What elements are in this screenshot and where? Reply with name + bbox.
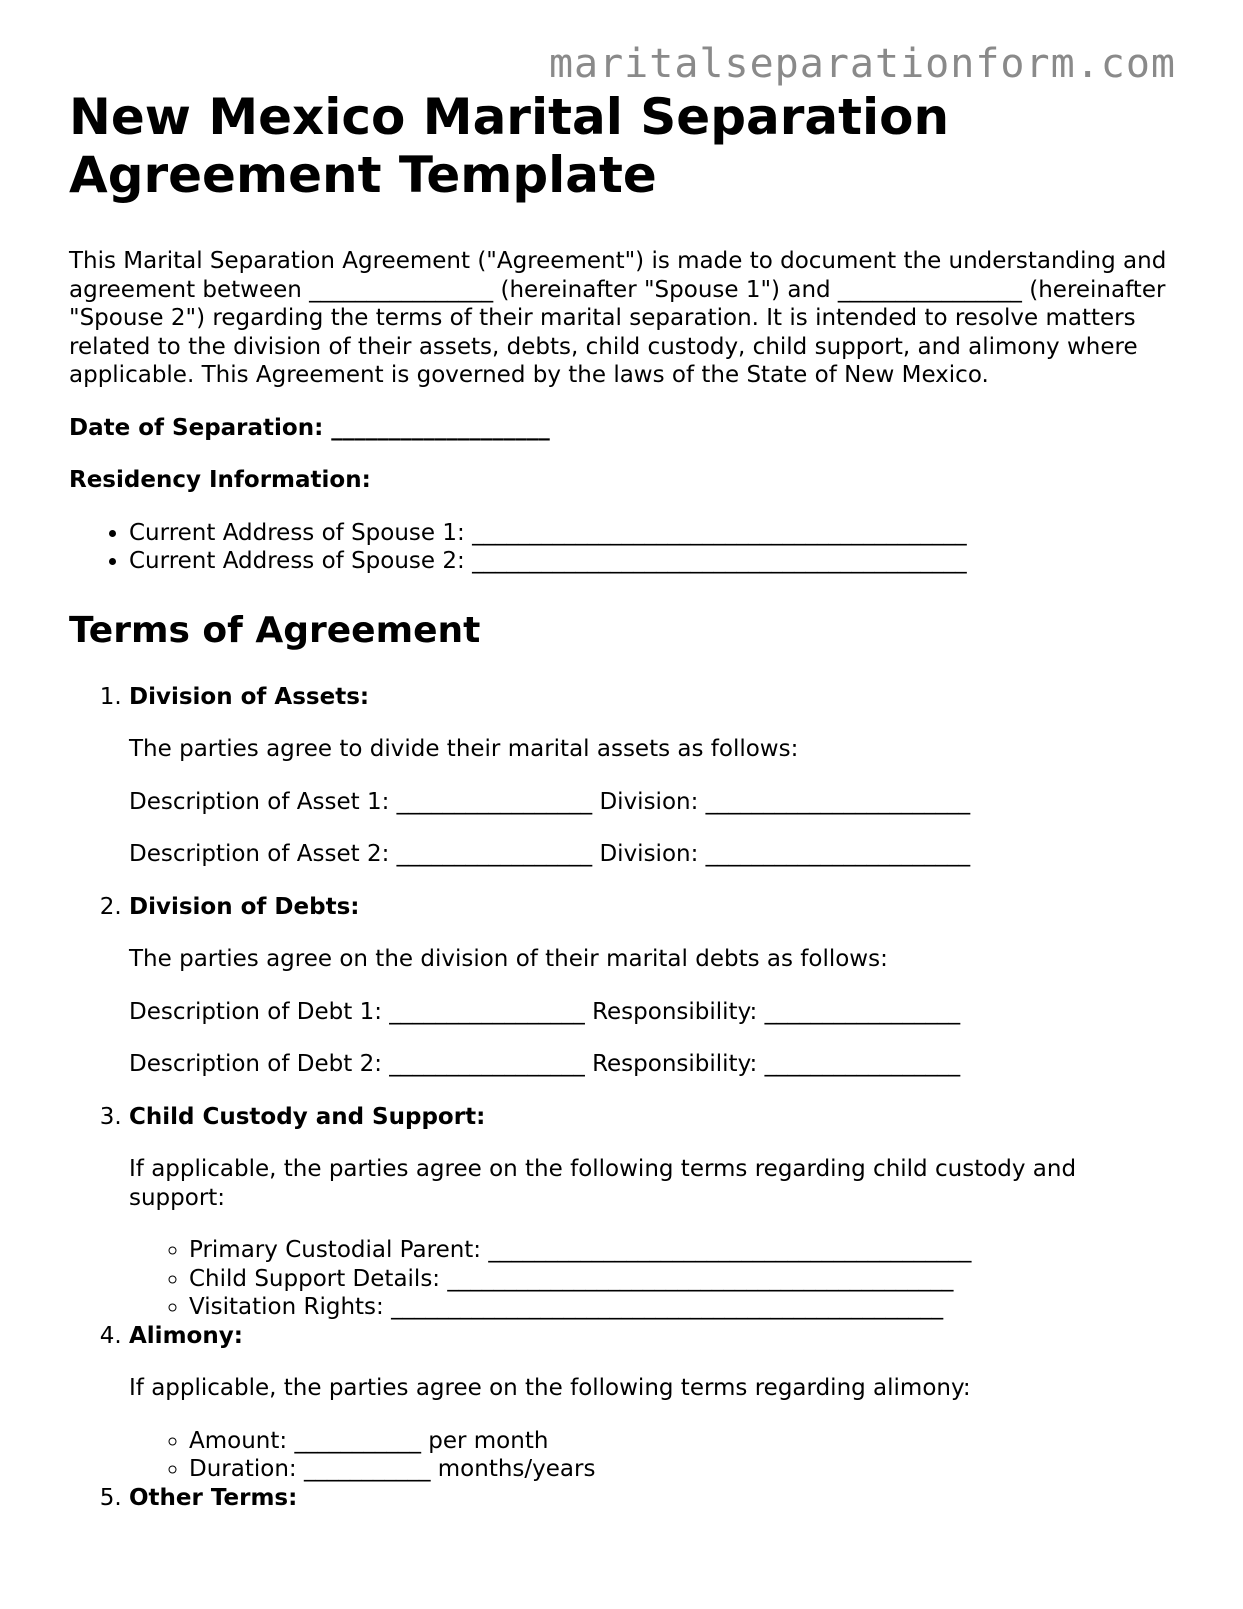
term-division-of-assets — [129, 683, 1179, 869]
list-item: ◦ Amount: ___________ per month — [189, 1427, 1179, 1456]
debt-line: Description of Debt 1: _________________ Responsibility: _________________ — [129, 998, 961, 1025]
term-alimony — [129, 1322, 1179, 1484]
list-item: ◦ Duration: ___________ months/years — [189, 1455, 1179, 1484]
list-item: ◦ Primary Custodial Parent: __________________________________________ — [189, 1236, 1179, 1265]
terms-heading: Terms of Agreement — [69, 609, 481, 651]
term-title: Division of Assets: — [129, 683, 370, 710]
page-title: New Mexico Marital Separation Agreement Template — [69, 88, 950, 204]
term-intro: If applicable, the parties agree on the following terms regarding child custody and support: — [129, 1156, 1077, 1211]
term-intro: The parties agree on the division of their marital debts as follows: — [129, 946, 888, 972]
term-division-of-debts — [129, 893, 1179, 1079]
custody-list — [129, 1236, 1179, 1322]
list-item: • Current Address of Spouse 1: ___________________________________________ — [129, 519, 1179, 548]
term-intro: If applicable, the parties agree on the following terms regarding alimony: — [129, 1375, 971, 1401]
list-item: ◦ Child Support Details: ____________________________________________ — [189, 1265, 1179, 1294]
term-title: Other Terms: — [129, 1484, 298, 1511]
terms-list — [69, 683, 1179, 1513]
intro-paragraph: This Marital Separation Agreement ("Agreement") is made to document the understanding and agreement between ________________ (hereinafter "Spouse 1") and ________________ (hereinafter "Spouse 2") regarding the terms of their marital separation. It is intended to resolve matters related to the division of their assets, debts, child custody, child support, and alimony where applicable. This Agreement is governed by the laws of the State of New Mexico. — [69, 248, 1167, 388]
watermark: maritalseparationform.com — [548, 41, 1176, 87]
term-intro: The parties agree to divide their marital assets as follows: — [129, 736, 799, 762]
debt-line: Description of Debt 2: _________________ Responsibility: _________________ — [129, 1051, 961, 1077]
term-title: Alimony: — [129, 1322, 243, 1349]
residency-heading: Residency Information: — [69, 467, 371, 493]
date-of-separation-field: Date of Separation: ___________________ — [69, 414, 550, 441]
term-title: Child Custody and Support: — [129, 1103, 486, 1130]
term-child-custody — [129, 1103, 1179, 1322]
term-other — [129, 1484, 1179, 1513]
term-title: Division of Debts: — [129, 893, 360, 920]
list-item: ◦ Visitation Rights: ________________________________________________ — [189, 1293, 1179, 1322]
residency-list — [69, 519, 1179, 576]
alimony-list — [129, 1427, 1179, 1484]
list-item: • Current Address of Spouse 2: ___________________________________________ — [129, 547, 1179, 576]
asset-line: Description of Asset 2: _________________ Division: _______________________ — [129, 841, 971, 867]
asset-line: Description of Asset 1: _________________ Division: _______________________ — [129, 788, 971, 815]
document-page — [69, 88, 1179, 1512]
